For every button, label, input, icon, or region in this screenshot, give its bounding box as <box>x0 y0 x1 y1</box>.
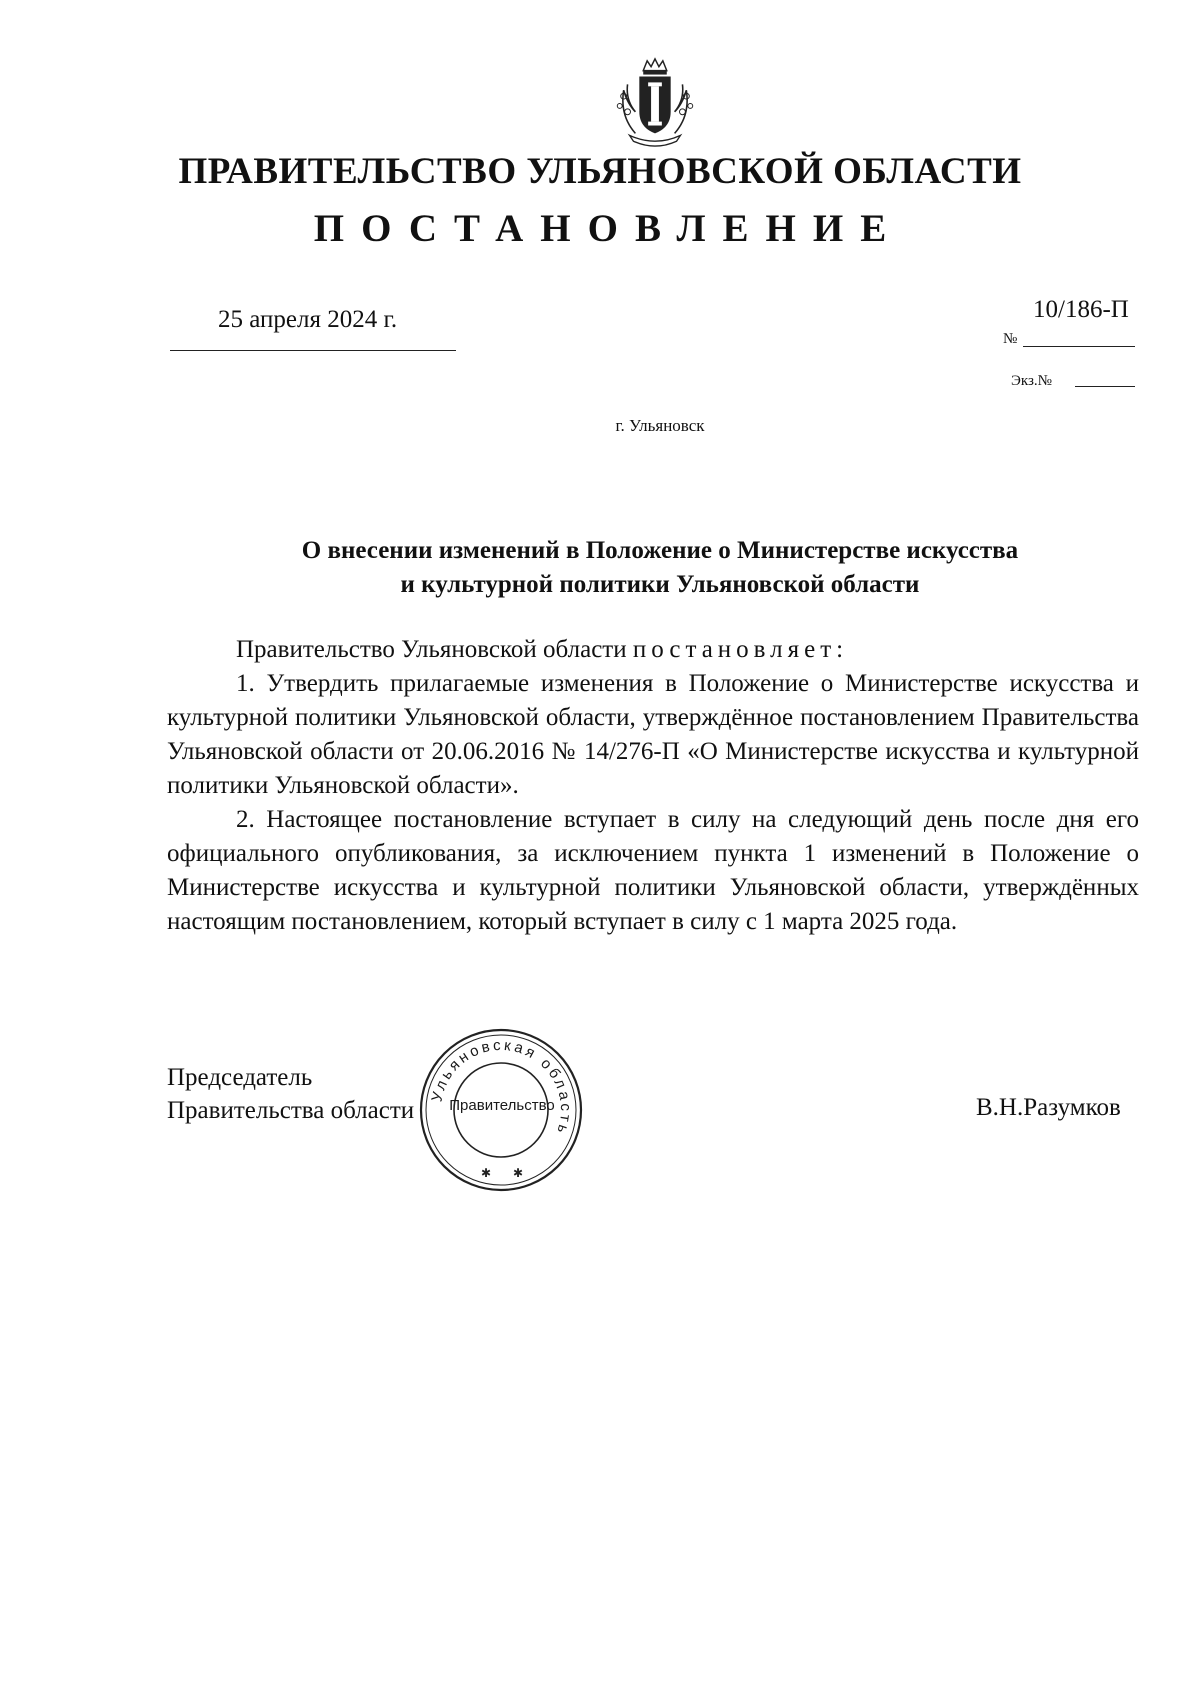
svg-text:Ульяновская область <box>429 1037 575 1138</box>
document-date: 25 апреля 2024 г. <box>218 306 398 333</box>
paragraph-item-2: 2. Настоящее постановление вступает в силу на следующий день после дня его официального опубликования, за исключением пункта 1 изменений в Положение о Министерстве искусства и культурной политики Ульяновской области, утверждённых настоящим постановлением, который вступает в силу с 1 марта 2025 года. <box>167 806 1139 935</box>
number-label: № <box>1003 331 1018 347</box>
position-line-1: Председатель <box>167 1064 313 1091</box>
copy-number-underline <box>1075 386 1135 387</box>
number-underline <box>1023 346 1135 347</box>
organization-title: ПРАВИТЕЛЬСТВО УЛЬЯНОВСКОЙ ОБЛАСТИ <box>178 151 1022 192</box>
signatory-name: В.Н.Разумков <box>976 1094 1121 1121</box>
city: г. Ульяновск <box>615 416 705 435</box>
date-underline <box>170 350 456 351</box>
document-subject <box>165 534 1155 602</box>
subject-line-2: и культурной политики Ульяновской области <box>400 571 920 598</box>
intro-paragraph <box>167 633 1139 667</box>
svg-text:✱: ✱ <box>481 1166 492 1180</box>
subject-line-1: О внесении изменений в Положение о Министерстве искусства <box>301 537 1019 564</box>
coat-of-arms-icon <box>606 56 704 148</box>
document-body <box>167 633 1139 939</box>
copy-number-label: Экз.№ <box>1011 373 1052 389</box>
svg-text:✱: ✱ <box>513 1166 524 1180</box>
document-type-title: ПОСТАНОВЛЕНИЕ <box>313 207 904 250</box>
intro-verb: постановляет: <box>632 636 849 663</box>
intro-lead: Правительство Ульяновской области <box>236 636 633 663</box>
document-number: 10/186-П <box>1033 296 1129 323</box>
seal-center-text: Правительство <box>449 1097 555 1114</box>
signatory-position <box>167 1061 414 1127</box>
position-line-2: Правительства области <box>167 1097 415 1124</box>
seal-ring-text: Ульяновская область <box>428 1036 575 1139</box>
paragraph-item-1: 1. Утвердить прилагаемые изменения в Положение о Министерстве искусства и культурной политики Ульяновской области, утверждённое постановлением Правительства Ульяновской области от 20.06.2016 № 14/276-П «О Министерстве искусства и культурной политики Ульяновской области». <box>167 670 1139 799</box>
